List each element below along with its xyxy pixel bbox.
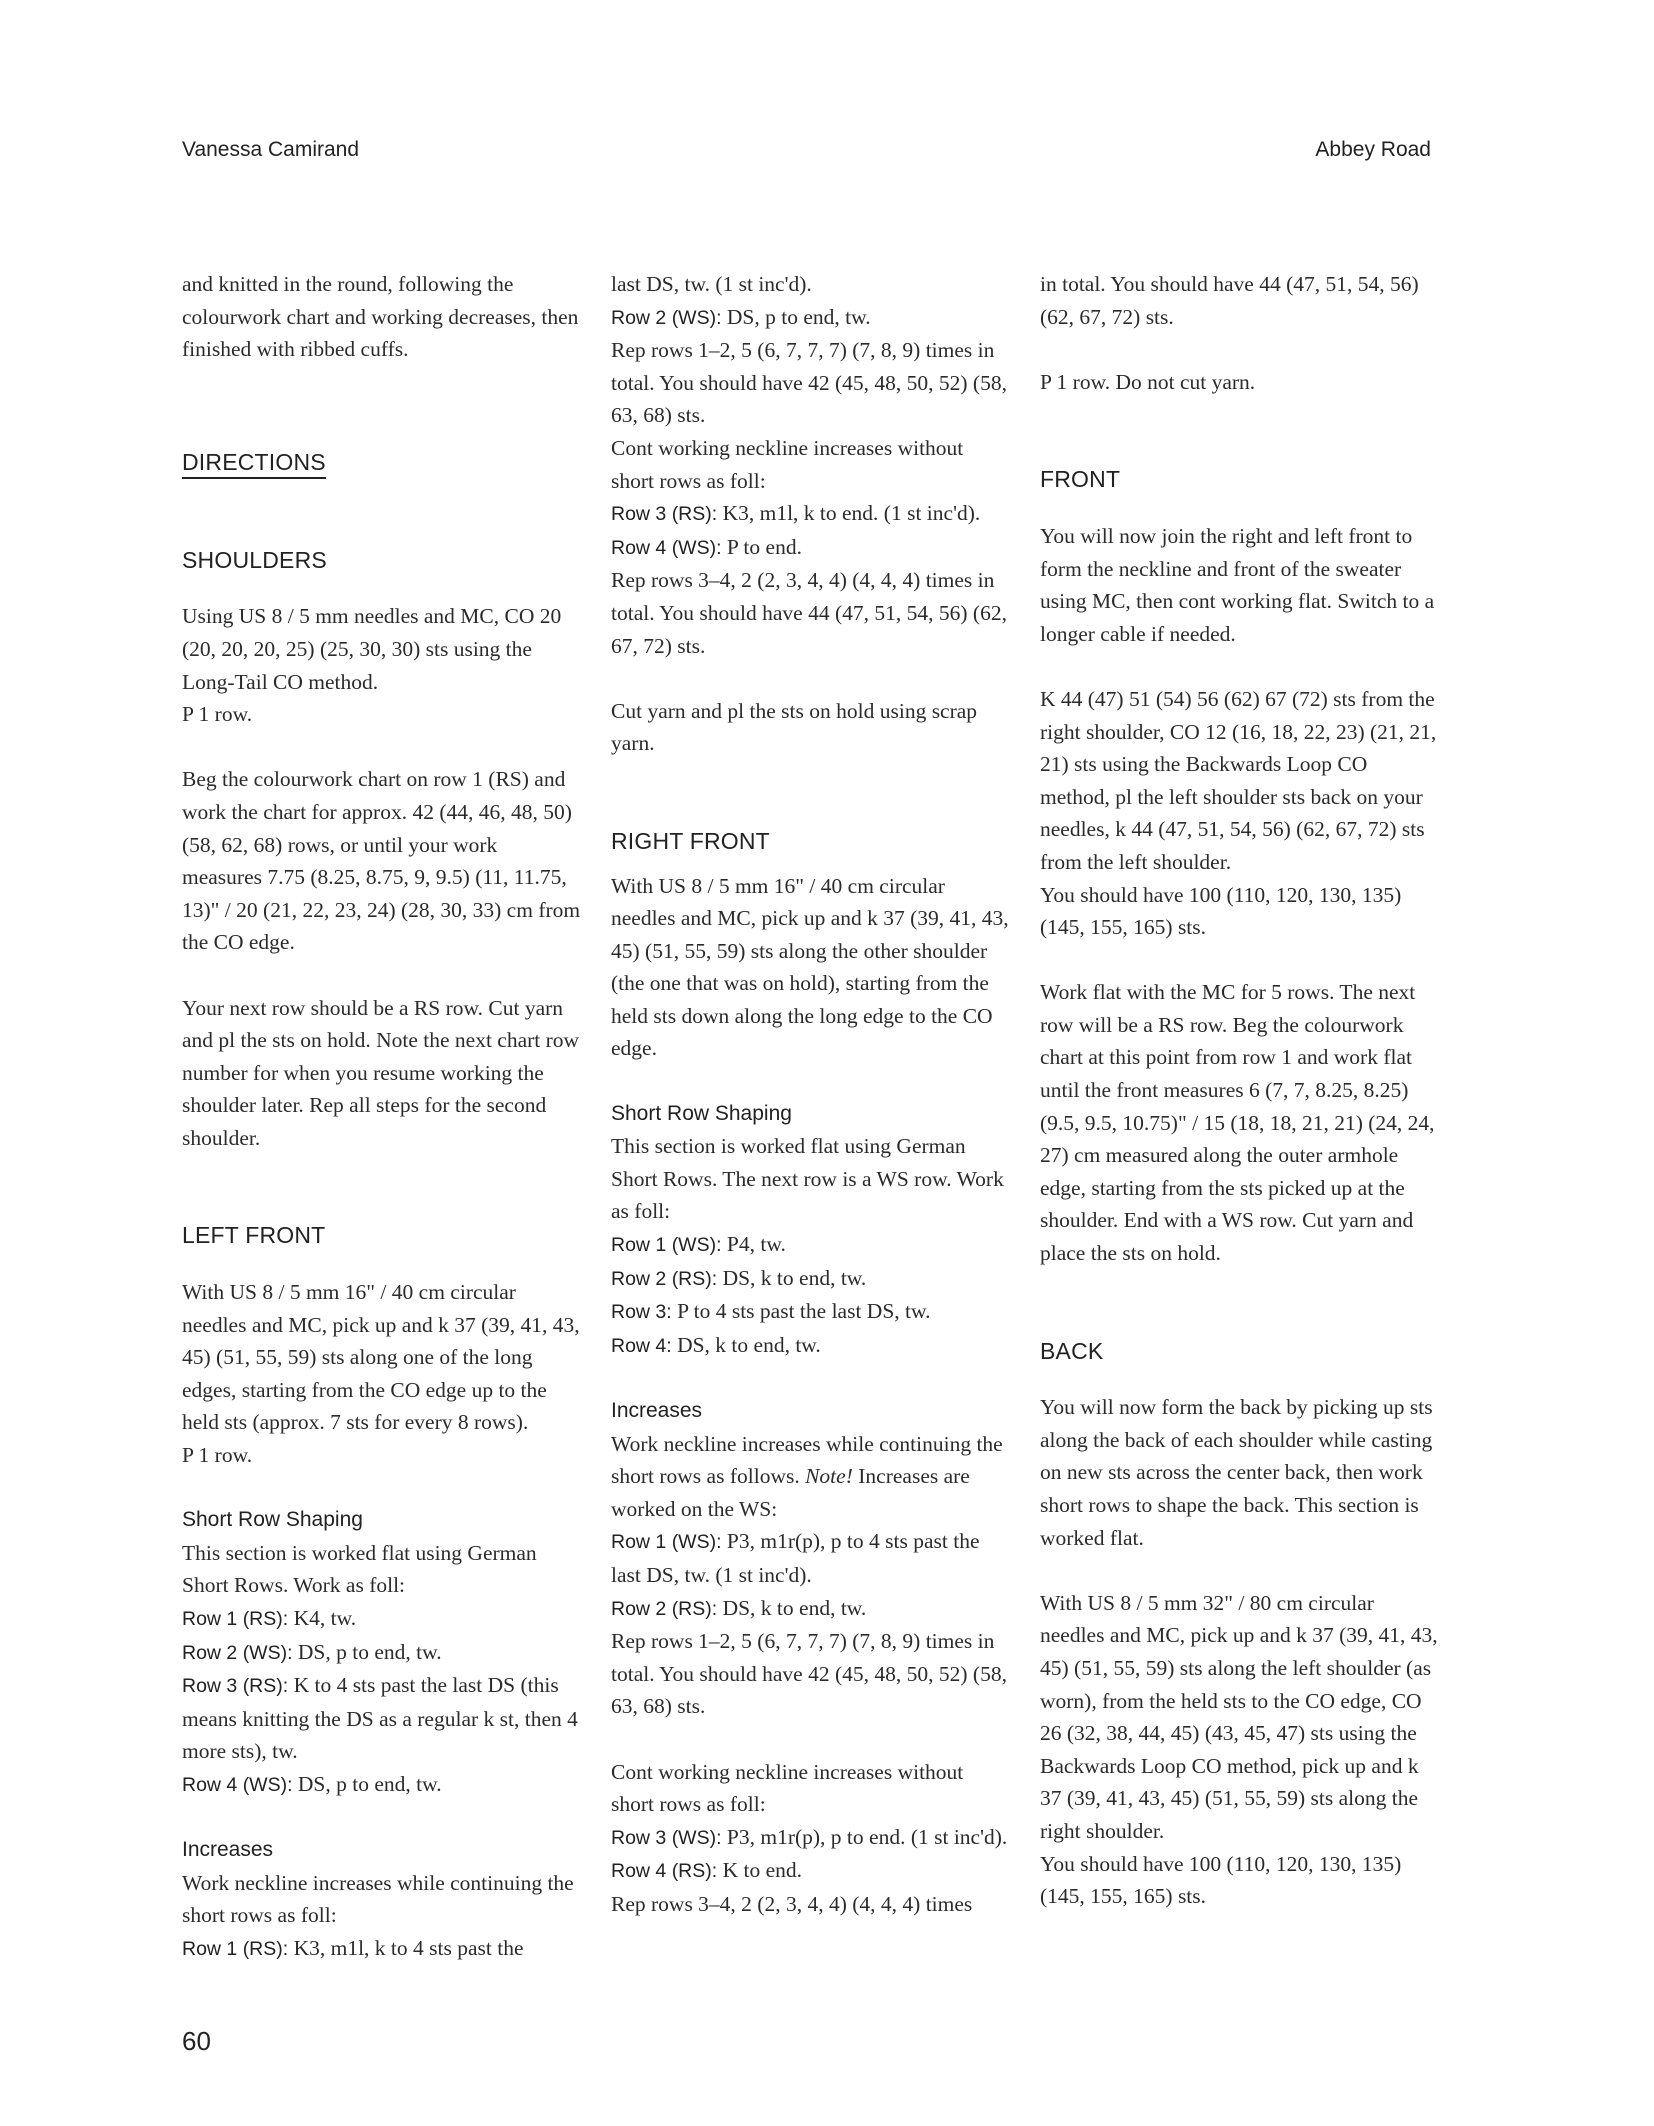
right-short-row-intro: This section is worked flat using German Short Rows. The next row is a WS row. Work as foll: [611,1134,1004,1224]
directions-heading: DIRECTIONS [182,447,326,479]
front-stitch-count: You should have 100 (110, 120, 130, 135) (145, 155, 165) sts. [1040,882,1402,940]
right-increase-row-3: Row 3 (WS): P3, m1r(p), p to end. (1 st inc'd). [611,1824,1008,1849]
left-short-row-intro: This section is worked flat using German Short Rows. Work as foll: [182,1540,537,1598]
column-2 [611,268,1011,1921]
back-stitch-count: You should have 100 (110, 120, 130, 135) (145, 155, 165) sts. [1040,1851,1402,1909]
left-front-cut-yarn: Cut yarn and pl the sts on hold using scrap yarn. [611,698,978,756]
left-short-row-4: Row 4 (WS): DS, p to end, tw. [182,1771,442,1796]
page-number: 60 [182,2026,211,2056]
right-front-purl-row: P 1 row. Do not cut yarn. [1040,369,1256,394]
right-front-pickup: With US 8 / 5 mm 16" / 40 cm circular needles and MC, pick up and k 37 (39, 41, 43, 45) (51, 55, 59) sts along the other shoulder (the one that was on hold), starting from the held sts down along the long edge to the CO edge. [611,873,1009,1061]
shoulders-chart: Beg the colourwork chart on row 1 (RS) and work the chart for approx. 42 (44, 46, 48, 50) (58, 62, 68) rows, or until your work measures 7.75 (8.25, 8.75, 9, 9.5) (11, 11.75, 13)" / 20 (21, 22, 23, 24) (28, 30, 33) cm from the CO edge. [182,767,581,955]
shoulders-next-row: Your next row should be a RS row. Cut yarn and pl the sts on hold. Note the next chart row number for when you resume working the shoulder later. Rep all steps for the second shoulder. [182,995,580,1150]
left-short-row-1: Row 1 (RS): K4, tw. [182,1606,357,1630]
right-increase-row-2: Row 2 (RS): DS, k to end, tw. [611,1595,867,1620]
left-increase-continue: Cont working neckline increases without short rows as foll: [611,435,964,493]
back-pickup: With US 8 / 5 mm 32" / 80 cm circular needles and MC, pick up and k 37 (39, 41, 43, 45) (51, 55, 59) sts along the left shoulder (as worn), from the held sts to the CO edge, CO 26 (32, 38, 44, 45) (43, 45, 47) sts using the Backwards Loop CO method, pick up and k 37 (39, 41, 43, 45) (51, 55, 59) sts along the right shoulder. [1040,1590,1438,1843]
right-front-heading: RIGHT FRONT [611,827,770,854]
shoulders-purl-row: P 1 row. [182,702,253,727]
left-front-purl-row: P 1 row. [182,1443,253,1468]
front-join: You will now join the right and left front to form the neckline and front of the sweater using MC, then cont working flat. Switch to a longer cable if needed. [1040,523,1435,646]
running-header-author: Vanessa Camirand [182,138,360,161]
front-knit-cast-on: K 44 (47) 51 (54) 56 (62) 67 (72) sts from the right shoulder, CO 12 (16, 18, 22, 23) (21, 21, 21) sts using the Backwards Loop CO method, pl the left shoulder sts back on your needles, k 44 (47, 51, 54, 56) (62, 67, 72) sts from the left shoulder. [1040,686,1437,874]
column-3 [1040,268,1440,1913]
right-short-row-heading: Short Row Shaping [611,1101,792,1125]
right-short-row-3: Row 3: P to 4 sts past the last DS, tw. [611,1299,931,1324]
right-increase-repeat-1: Rep rows 1–2, 5 (6, 7, 7, 7) (7, 8, 9) times in total. You should have 42 (45, 48, 50, 52) (58, 63, 68) sts. [611,1629,1007,1719]
left-short-row-3: Row 3 (RS): K to 4 sts past the last DS (this means knitting the DS as a regular k st, then 4 more sts), tw. [182,1673,578,1764]
front-colourwork: Work flat with the MC for 5 rows. The next row will be a RS row. Beg the colourwork chart at this point from row 1 and work flat until the front measures 6 (7, 7, 8.25, 8.25) (9.5, 9.5, 10.75)" / 15 (18, 18, 21, 21) (24, 24, 27) cm measured along the outer armhole edge, starting from the sts picked up at the shoulder. End with a WS row. Cut yarn and place the sts on hold. [1040,980,1435,1266]
left-short-row-2: Row 2 (WS): DS, p to end, tw. [182,1639,442,1664]
right-short-row-1: Row 1 (WS): P4, tw. [611,1232,786,1257]
column-1 [182,268,582,1966]
back-intro: You will now form the back by picking up sts along the back of each shoulder while casting on new sts across the center back, then work short rows to shape the back. This section is worked flat. [1040,1395,1433,1550]
left-increase-repeat-2: Rep rows 3–4, 2 (2, 3, 4, 4) (4, 4, 4) times in total. You should have 44 (47, 51, 54, 56) (62, 67, 72) sts. [611,568,1007,658]
right-increase-repeat-2-cont: in total. You should have 44 (47, 51, 54, 56) (62, 67, 72) sts. [1040,272,1419,329]
left-increases-intro: Work neckline increases while continuing the short rows as foll: [182,1870,574,1928]
shoulders-heading: SHOULDERS [182,546,327,573]
left-increases-heading: Increases [182,1838,274,1862]
left-front-pickup: With US 8 / 5 mm 16" / 40 cm circular needles and MC, pick up and k 37 (39, 41, 43, 45) (51, 55, 59) sts along one of the long edges, starting from the CO edge up to the held sts (approx. 7 sts for every 8 rows). [182,1280,580,1435]
right-increase-repeat-2: Rep rows 3–4, 2 (2, 3, 4, 4) (4, 4, 4) times [611,1891,973,1916]
running-header-title: Abbey Road [1315,138,1431,161]
left-increase-row-1-cont: last DS, tw. (1 st inc'd). [611,272,812,296]
right-increases-heading: Increases [611,1399,703,1422]
right-increase-row-1: Row 1 (WS): P3, m1r(p), p to 4 sts past the last DS, tw. (1 st inc'd). [611,1529,980,1587]
left-short-row-heading: Short Row Shaping [182,1508,363,1532]
left-increase-repeat-1: Rep rows 1–2, 5 (6, 7, 7, 7) (7, 8, 9) times in total. You should have 42 (45, 48, 50, 52) (58, 63, 68) sts. [611,338,1007,428]
right-increases-intro: Work neckline increases while continuing the short rows as follows. Note! Increases are worked on the WS: [611,1431,1003,1521]
left-increase-row-3: Row 3 (RS): K3, m1l, k to end. (1 st inc'd). [611,501,981,526]
left-increase-row-4: Row 4 (WS): P to end. [611,534,802,559]
right-short-row-4: Row 4: DS, k to end, tw. [611,1332,821,1357]
right-increase-continue: Cont working neckline increases without short rows as foll: [611,1759,964,1817]
back-heading: BACK [1040,1337,1104,1364]
left-front-heading: LEFT FRONT [182,1222,326,1249]
right-short-row-2: Row 2 (RS): DS, k to end, tw. [611,1265,867,1290]
intro-paragraph: and knitted in the round, following the colourwork chart and working decreases, then finished with ribbed cuffs. [182,272,579,362]
front-heading: FRONT [1040,466,1121,493]
left-increase-row-1: Row 1 (RS): K3, m1l, k to 4 sts past the [182,1935,524,1960]
shoulders-cast-on: Using US 8 / 5 mm needles and MC, CO 20 (20, 20, 20, 25) (25, 30, 30) sts using the Long-Tail CO method. [182,604,562,694]
right-increase-row-4: Row 4 (RS): K to end. [611,1858,802,1883]
left-increase-row-2: Row 2 (WS): DS, p to end, tw. [611,304,871,329]
